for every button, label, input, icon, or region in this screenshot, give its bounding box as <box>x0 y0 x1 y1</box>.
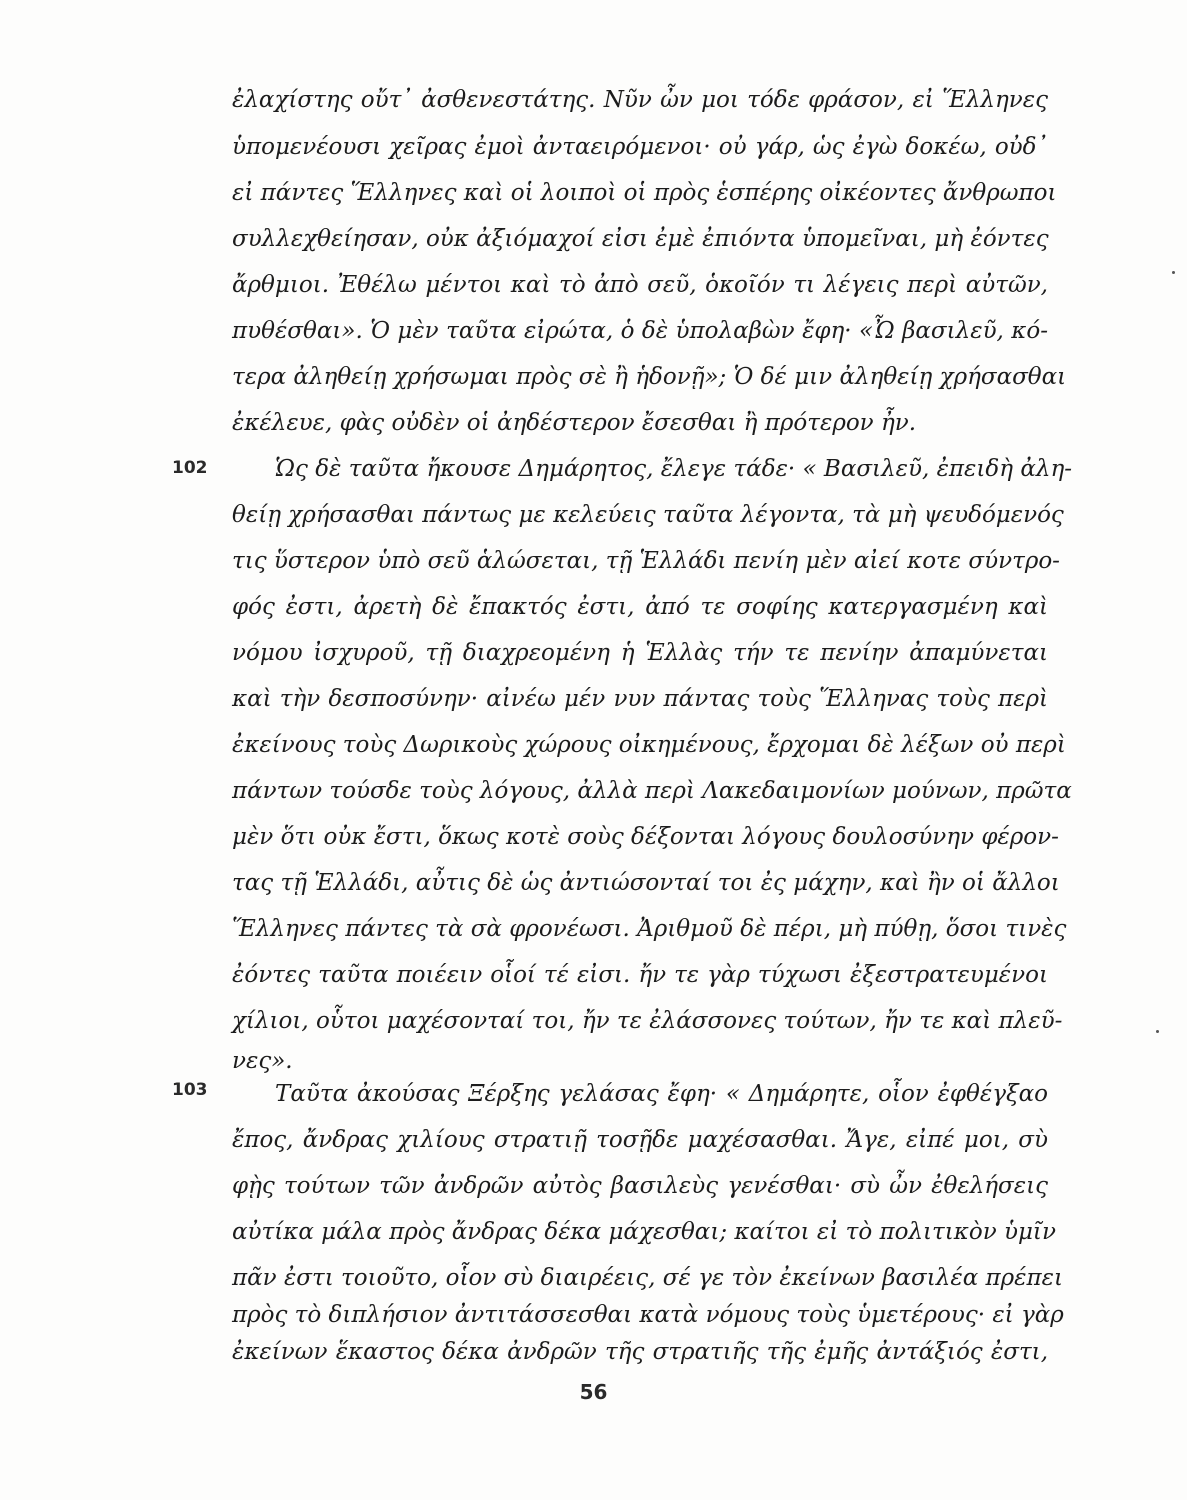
text-line: Ἕλληνες πάντες τὰ σὰ φρονέωσι. Ἀριθμοῦ δὲ πέρι, μὴ πύθῃ, ὅσοι τινὲς <box>232 916 1067 942</box>
text-line: μὲν ὅτι οὐκ ἔστι, ὅκως κοτὲ σοὺς δέξονται λόγους δουλοσύνην φέρον- <box>232 824 1059 850</box>
text-line: ἐκείνων ἕκαστος δέκα ἀνδρῶν τῆς στρατιῆς τῆς ἐμῆς ἀντάξιός ἐστι, <box>232 1339 1048 1365</box>
text-line: τις ὕστερον ὑπὸ σεῦ ἁλώσεται, τῇ Ἑλλάδι πενίη μὲν αἰεί κοτε σύντρο- <box>232 548 1060 574</box>
text-line: φός ἐστι, ἀρετὴ δὲ ἔπακτός ἐστι, ἀπό τε σοφίης κατεργασμένη καὶ <box>232 594 1048 620</box>
text-line: πάντων τούσδε τοὺς λόγους, ἀλλὰ περὶ Λακεδαιμονίων μούνων, πρῶτα <box>232 778 1072 804</box>
text-line: ἔπος, ἄνδρας χιλίους στρατιῇ τοσῇδε μαχέσασθαι. Ἄγε, εἰπέ μοι, σὺ <box>232 1127 1048 1153</box>
text-line: ἄρθμιοι. Ἐθέλω μέντοι καὶ τὸ ἀπὸ σεῦ, ὁκοῖόν τι λέγεις περὶ αὐτῶν, <box>232 272 1048 298</box>
text-line: πυθέσθαι». Ὁ μὲν ταῦτα εἰρώτα, ὁ δὲ ὑπολαβὼν ἔφη· «Ὦ βασιλεῦ, κό- <box>232 318 1048 344</box>
text-line: τερα ἀληθείῃ χρήσωμαι πρὸς σὲ ἢ ἡδονῇ»; Ὁ δέ μιν ἀληθείῃ χρήσασθαι <box>232 364 1067 390</box>
text-line: ἐκείνους τοὺς Δωρικοὺς χώρους οἰκημένους, ἔρχομαι δὲ λέξων οὐ περὶ <box>232 732 1066 758</box>
section-number-102: 102 <box>172 458 208 478</box>
text-line: νες». <box>232 1048 293 1074</box>
text-line: ἐόντες ταῦτα ποιέειν οἷοί τέ εἰσι. ἤν τε γὰρ τύχωσι ἐξεστρατευμένοι <box>232 962 1048 988</box>
text-line: τας τῇ Ἑλλάδι, αὖτις δὲ ὡς ἀντιώσονταί τοι ἐς μάχην, καὶ ἢν οἱ ἄλλοι <box>232 870 1060 896</box>
text-line: νόμου ἰσχυροῦ, τῇ διαχρεομένη ἡ Ἑλλὰς τήν τε πενίην ἀπαμύνεται <box>232 640 1048 666</box>
text-line: Ταῦτα ἀκούσας Ξέρξης γελάσας ἔφη· « Δημάρητε, οἷον ἐφθέγξαο <box>275 1081 1048 1107</box>
text-line: πρὸς τὸ διπλήσιον ἀντιτάσσεσθαι κατὰ νόμους τοὺς ὑμετέρους· εἰ γὰρ <box>232 1302 1064 1328</box>
text-line: ἐκέλευε, φὰς οὐδὲν οἱ ἀηδέστερον ἔσεσθαι ἢ πρότερον ἦν. <box>232 410 917 436</box>
text-line: φῂς τούτων τῶν ἀνδρῶν αὐτὸς βασιλεὺς γενέσθαι· σὺ ὦν ἐθελήσεις <box>232 1173 1048 1199</box>
text-line: αὐτίκα μάλα πρὸς ἄνδρας δέκα μάχεσθαι; καίτοι εἰ τὸ πολιτικὸν ὑμῖν <box>232 1219 1056 1245</box>
text-line: καὶ τὴν δεσποσύνην· αἰνέω μέν νυν πάντας τοὺς Ἕλληνας τοὺς περὶ <box>232 686 1048 712</box>
text-line: ἐλαχίστης οὔτ᾽ ἀσθενεστάτης. Νῦν ὦν μοι τόδε φράσον, εἰ Ἕλληνες <box>232 87 1048 113</box>
text-line: χίλιοι, οὗτοι μαχέσονταί τοι, ἤν τε ἐλάσσονες τούτων, ἤν τε καὶ πλεῦ- <box>232 1008 1063 1034</box>
text-line: Ὡς δὲ ταῦτα ἤκουσε Δημάρητος, ἔλεγε τάδε· « Βασιλεῦ, ἐπειδὴ ἀλη- <box>275 456 1073 482</box>
text-line: εἰ πάντες Ἕλληνες καὶ οἱ λοιποὶ οἱ πρὸς ἑσπέρης οἰκέοντες ἄνθρωποι <box>232 180 1057 206</box>
text-line: πᾶν ἐστι τοιοῦτο, οἷον σὺ διαιρέεις, σέ γε τὸν ἐκείνων βασιλέα πρέπει <box>232 1265 1063 1291</box>
page-number: 56 <box>579 1380 608 1404</box>
text-line: θείῃ χρήσασθαι πάντως με κελεύεις ταῦτα λέγοντα, τὰ μὴ ψευδόμενός <box>232 502 1064 528</box>
section-number-103: 103 <box>172 1080 208 1100</box>
text-line: ὑπομενέουσι χεῖρας ἐμοὶ ἀνταειρόμενοι· οὐ γάρ, ὡς ἐγὼ δοκέω, οὐδ᾽ <box>232 134 1048 160</box>
scan-speck <box>1172 271 1175 274</box>
scan-speck <box>1156 1030 1159 1033</box>
text-line: συλλεχθείησαν, οὐκ ἀξιόμαχοί εἰσι ἐμὲ ἐπιόντα ὑπομεῖναι, μὴ ἐόντες <box>232 226 1049 252</box>
